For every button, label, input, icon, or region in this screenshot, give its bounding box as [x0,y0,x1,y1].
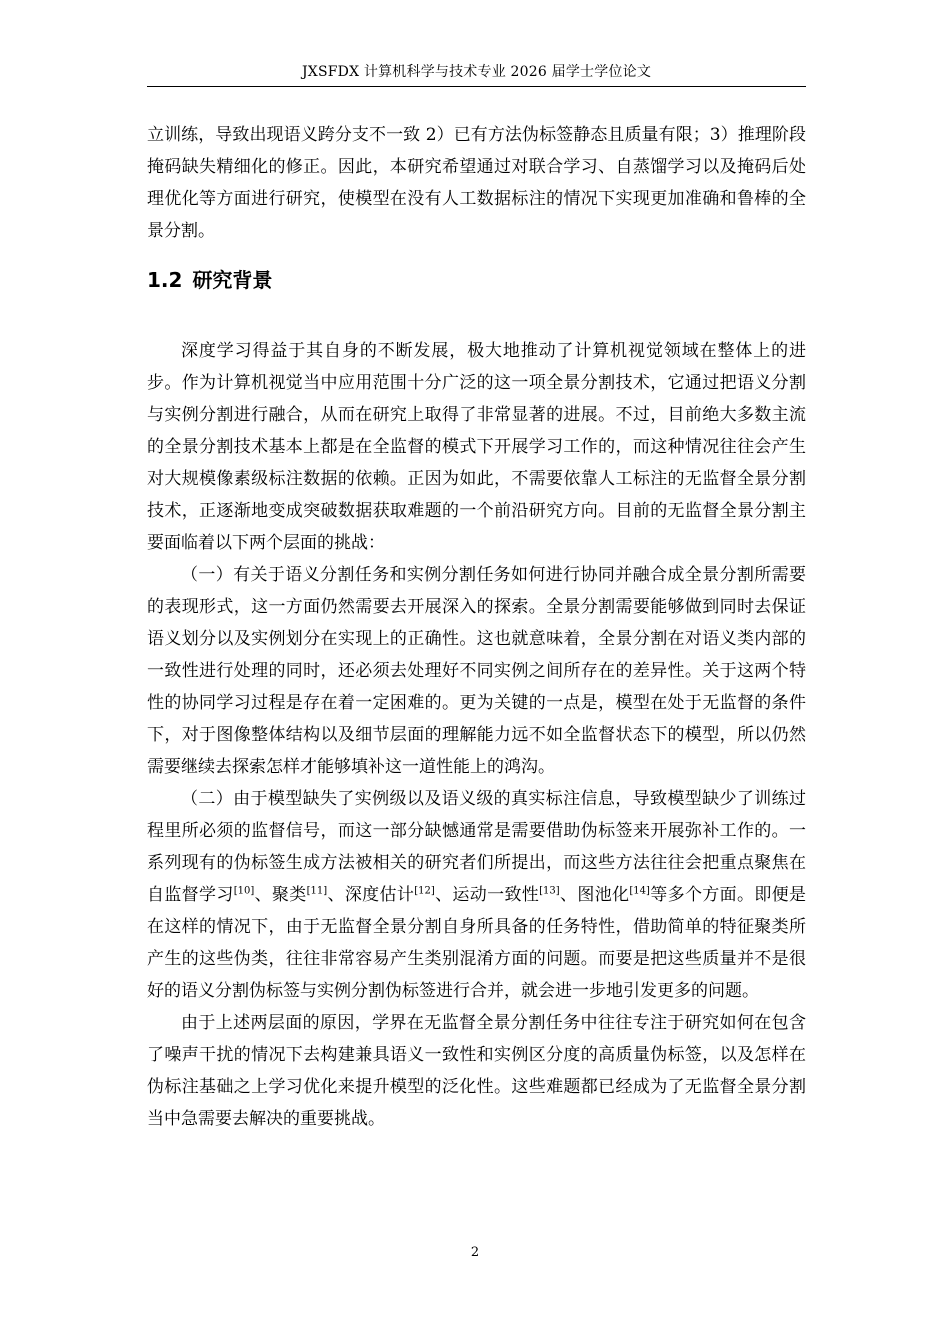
body-paragraph-4: 由于上述两层面的原因，学界在无监督全景分割任务中往往专注于研究如何在包含了噪声干扰的情况下去构建兼具语义一致性和实例区分度的高质量伪标签，以及怎样在伪标注基础之上学习优化来提升模型的泛化性。这些难题都已经成为了无监督全景分割当中急需要去解决的重要挑战。 [147,1013,806,1129]
paragraph-text: 、运动一致性 [434,885,540,905]
body-paragraph-2: （一）有关于语义分割任务和实例分割任务如何进行协同并融合成全景分割所需要的表现形式，这一方面仍然需要去开展深入的探索。全景分割需要能够做到同时去保证语义划分以及实例划分在实现上的正确性。这也就意味着，全景分割在对语义类内部的一致性进行处理的同时，还必须去处理好不同实例之间所存在的差异性。关于这两个特性的协同学习过程是存在着一定困难的。更为关键的一点是，模型在处于无监督的条件下，对于图像整体结构以及细节层面的理解能力远不如全监督状态下的模型，所以仍然需要继续去探索怎样才能够填补这一道性能上的鸿沟。 [147,565,806,777]
body-paragraph-1: 深度学习得益于其自身的不断发展，极大地推动了计算机视觉领域在整体上的进步。作为计算机视觉当中应用范围十分广泛的这一项全景分割技术，它通过把语义分割与实例分割进行融合，从而在研究上取得了非常显著的进展。不过，目前绝大多数主流的全景分割技术基本上都是在全监督的模式下开展学习工作的，而这种情况往往会产生对大规模像素级标注数据的依赖。正因为如此，不需要依靠人工标注的无监督全景分割技术，正逐渐地变成突破数据获取难题的一个前沿研究方向。目前的无监督全景分割主要面临着以下两个层面的挑战： [147,341,806,553]
citation-ref: [14] [629,885,650,897]
intro-paragraph: 立训练，导致出现语义跨分支不一致 2）已有方法伪标签静态且质量有限；3）推理阶段掩码缺失精细化的修正。因此，本研究希望通过对联合学习、自蒸馏学习以及掩码后处理优化等方面进行研究，使模型在没有人工数据标注的情况下实现更加准确和鲁棒的全景分割。 [147,125,806,241]
paragraph-text: （二）由于模型缺失了实例级以及语义级的真实标注信息，导致模型缺少了训练过程里所必须的监督信号，而这一部分缺憾通常是需要借助伪标签来开展弥补工作的。一系列现有的伪标签生成方法被相关的研究者们所提出，而这些方法往往会把重点聚焦在自监督学习 [147,789,806,905]
page-header: JXSFDX 计算机科学与技术专业 2026 届学士学位论文 [301,64,652,80]
body-paragraph-3 [147,783,806,1007]
header-divider [147,86,806,87]
citation-ref: [11] [306,885,328,897]
page-body [147,119,806,1135]
page-number: 2 [470,1245,480,1260]
citation-ref: [12] [414,885,435,897]
paragraph-text: 等多个方面。即便是在这样的情况下，由于无监督全景分割自身所具备的任务特性，借助简单的特征聚类所产生的这些伪类，往往非常容易产生类别混淆方面的问题。而要是把这些质量并不是很好的语义分割伪标签与实例分割伪标签进行合并，就会进一步地引发更多的问题。 [147,885,807,1001]
citation-ref: [10] [233,885,255,897]
section-heading [147,265,806,295]
paragraph-text: 、聚类 [254,885,307,905]
citation-ref: [13] [539,885,560,897]
section-number: 1.2 [147,268,183,292]
paragraph-text: 、图池化 [559,885,630,905]
paragraph-text: 、深度估计 [327,885,415,905]
section-title: 研究背景 [192,268,273,292]
